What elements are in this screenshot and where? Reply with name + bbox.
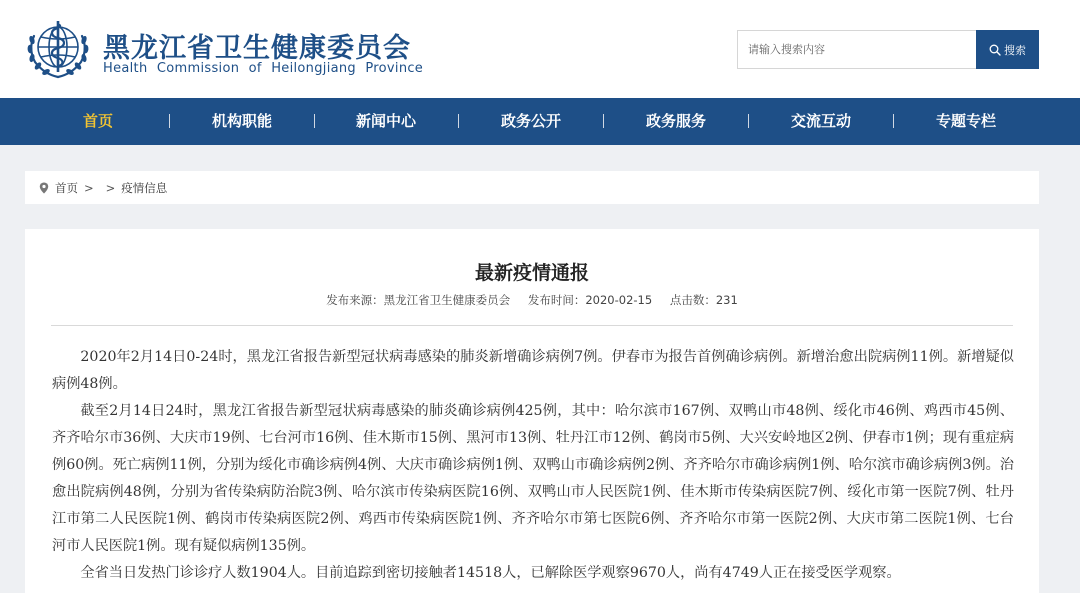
nav-separator [748, 114, 749, 128]
article [25, 229, 1039, 593]
article-paragraph: 截至2月14日24时，黑龙江省报告新型冠状病毒感染的肺炎确诊病例425例，其中：哈尔滨市167例、双鸭山市48例、绥化市46例、鸡西市45例、齐齐哈尔市36例、大庆市19例、七台河市16例、佳木斯市15例、黑河市13例、牡丹江市12例、鹤岗市5例、大兴安岭地区2例、伊春市1例；现有重症病例60例。死亡病例11例，分别为绥化市确诊病例4例、大庆市确诊病例1例、双鸭山市确诊病例2例、齐齐哈尔市确诊病例1例、哈尔滨市确诊病例3例。治愈出院病例48例，分别为省传染病防治院3例、哈尔滨市传染病医院16例、双鸭山市人民医院1例、佳木斯市传染病医院7例、绥化市第一医院7例、牡丹江市第二人民医院1例、鹤岗市传染病医院2例、鸡西市传染病医院1例、齐齐哈尔市第七医院6例、齐齐哈尔市第一医院2例、大庆市第二医院1例、七台河市人民医院1例。现有疑似病例135例。 [52, 403, 1014, 554]
nav-item-interaction[interactable]: 交流互动 [790, 112, 851, 130]
nav-separator [314, 114, 315, 128]
location-pin-icon [39, 182, 49, 194]
nav-item-services[interactable]: 政务服务 [645, 112, 706, 130]
article-divider [51, 325, 1013, 326]
nav-separator [603, 114, 604, 128]
breadcrumb-home[interactable]: 首页 [55, 180, 78, 195]
search-box [737, 30, 977, 69]
breadcrumb-separator: > [84, 180, 94, 195]
main-nav [0, 98, 1080, 145]
nav-item-home[interactable]: 首页 [82, 112, 113, 130]
article-paragraph: 2020年2月14日0-24时，黑龙江省报告新型冠状病毒感染的肺炎新增确诊病例7例。伊春市为报告首例确诊病例。新增治愈出院病例11例。新增疑似病例48例。 [52, 349, 1014, 392]
nav-item-public-affairs[interactable]: 政务公开 [500, 112, 561, 130]
who-emblem-icon[interactable] [24, 16, 92, 82]
article-body [52, 344, 1014, 587]
article-title: 最新疫情通报 [474, 262, 589, 284]
article-paragraph: 全省当日发热门诊诊疗人数1904人。目前追踪到密切接触者14518人，已解除医学观察9670人，尚有4749人正在接受医学观察。 [80, 565, 901, 581]
site-header [0, 0, 1080, 98]
article-source: 发布来源：黑龙江省卫生健康委员会 [326, 293, 511, 307]
breadcrumb [25, 171, 1039, 204]
article-clicks: 点击数：231 [669, 293, 738, 307]
nav-separator [169, 114, 170, 128]
search-input[interactable] [738, 31, 977, 68]
article-date: 发布时间：2020-02-15 [527, 293, 653, 307]
nav-item-functions[interactable]: 机构职能 [211, 112, 272, 130]
article-meta [25, 292, 1039, 308]
nav-separator [893, 114, 894, 128]
site-name-cn[interactable]: 黑龙江省卫生健康委员会 [103, 33, 411, 64]
nav-item-topics[interactable]: 专题专栏 [935, 112, 996, 130]
nav-separator [458, 114, 459, 128]
breadcrumb-current[interactable]: 疫情信息 [121, 180, 168, 195]
search-icon [989, 44, 1001, 56]
breadcrumb-separator: > [105, 180, 116, 195]
search-button[interactable] [976, 30, 1039, 69]
search-button-label: 搜索 [1004, 43, 1026, 57]
site-name-en[interactable]: Health Commission of Heilongjiang Province [103, 61, 424, 76]
nav-item-news[interactable]: 新闻中心 [355, 112, 416, 130]
